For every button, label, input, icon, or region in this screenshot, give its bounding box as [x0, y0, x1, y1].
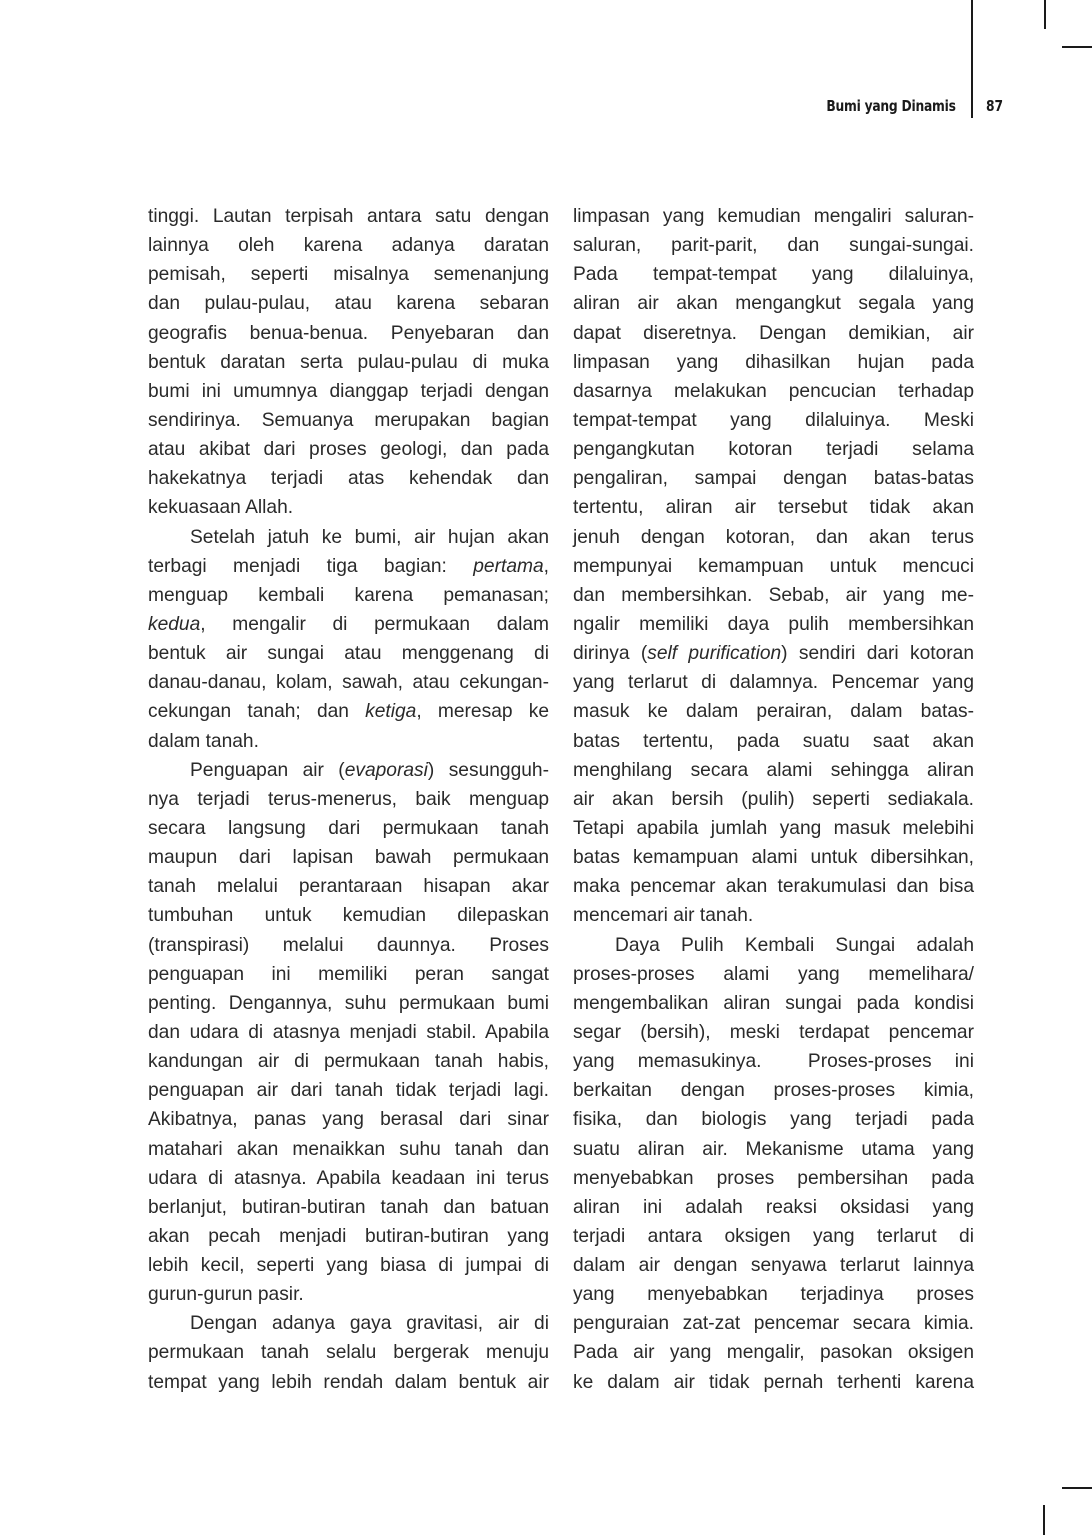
text-run: tertentu, aliran air tersebut tidak akan [573, 497, 974, 519]
text-line [148, 377, 549, 406]
text-run: terjadi antara oksigen yang terlarut di [573, 1225, 974, 1247]
text-line [573, 697, 974, 726]
text-line [148, 1047, 549, 1076]
text-line [148, 319, 549, 348]
text-line [573, 202, 974, 231]
text-run: penguraian zat-zat pencemar secara kimia. [573, 1313, 974, 1335]
text-line [148, 668, 549, 697]
text-run: udara di atasnya. Apabila keadaan ini terus [148, 1167, 549, 1189]
text-line [148, 231, 549, 260]
text-run: masuk ke dalam perairan, dalam batas- [573, 701, 974, 723]
text-run: air akan bersih (pulih) seperti sediakala. [573, 788, 974, 810]
text-line [573, 668, 974, 697]
text-run: lebih kecil, seperti yang biasa di jumpai di [148, 1255, 549, 1277]
text-line [148, 785, 549, 814]
text-line [573, 231, 974, 260]
text-line [148, 1105, 549, 1134]
text-run: dan udara di atasnya menjadi stabil. Apabila [148, 1021, 549, 1043]
text-line [573, 581, 974, 610]
text-run: tempat-tempat yang dilaluinya. Meski [573, 409, 974, 431]
text-line [573, 435, 974, 464]
text-run: aliran air akan mengangkut segala yang [573, 293, 974, 315]
text-run: Pada tempat-tempat yang dilaluinya, [573, 264, 974, 286]
text-run: cekungan tanah; dan [148, 701, 366, 723]
text-line [148, 435, 549, 464]
text-line [573, 727, 974, 756]
text-line [573, 1368, 974, 1397]
italic-term: evaporasi [344, 759, 428, 781]
text-line [573, 493, 974, 522]
text-line [148, 406, 549, 435]
text-line [148, 348, 549, 377]
text-line [148, 1018, 549, 1047]
text-run: secara langsung dari permukaan tanah [148, 817, 549, 839]
text-line [573, 1076, 974, 1105]
text-run: , [543, 555, 549, 577]
text-run: dan membersihkan. Sebab, air yang me- [573, 584, 974, 606]
text-run: limpasan yang dihasilkan hujan pada [573, 351, 974, 373]
text-run: , meresap ke [416, 701, 549, 723]
text-run: kekuasaan Allah. [148, 497, 294, 519]
text-run: bentuk daratan serta pulau-pulau di muka [148, 351, 549, 373]
text-line [573, 1309, 974, 1338]
text-run: menguap kembali karena pemanasan; [148, 584, 549, 606]
text-line [573, 931, 974, 960]
text-run: ) sesungguh- [427, 759, 549, 781]
text-line [573, 843, 974, 872]
text-line [573, 289, 974, 318]
text-line [148, 960, 549, 989]
text-run: Dengan adanya gaya gravitasi, air di [190, 1313, 549, 1335]
text-line [148, 1280, 549, 1309]
text-run: suatu aliran air. Mekanisme utama yang [573, 1138, 974, 1160]
text-run: berkaitan dengan proses-proses kimia, [573, 1080, 974, 1102]
text-run: jenuh dengan kotoran, dan akan terus [573, 526, 974, 548]
text-line [573, 1047, 974, 1076]
text-run: Setelah jatuh ke bumi, air hujan akan [190, 526, 549, 548]
text-line [148, 1338, 549, 1367]
text-line [148, 260, 549, 289]
italic-term: kedua [148, 613, 201, 635]
text-run: ) sendiri dari kotoran [781, 643, 974, 665]
text-run: hakekatnya terjadi atas kehendak dan [148, 468, 549, 490]
text-run: menyebabkan proses pembersihan pada [573, 1167, 974, 1189]
text-line [148, 1135, 549, 1164]
text-run: penting. Dengannya, suhu permukaan bumi [148, 992, 549, 1014]
text-line [573, 872, 974, 901]
text-line [148, 756, 549, 785]
italic-term: self purification [647, 643, 782, 665]
text-run: matahari akan menaikkan suhu tanah dan [148, 1138, 549, 1160]
text-run: batas tertentu, pada suatu saat akan [573, 730, 974, 752]
text-run: dasarnya melakukan pencucian terhadap [573, 380, 974, 402]
text-run: penguapan air dari tanah tidak terjadi lagi. [148, 1080, 549, 1102]
text-line [148, 872, 549, 901]
text-line [573, 377, 974, 406]
text-run: lainnya oleh karena adanya daratan [148, 235, 549, 257]
text-line [573, 523, 974, 552]
text-run: geografis benua-benua. Penyebaran dan [148, 322, 549, 344]
text-line [148, 1251, 549, 1280]
text-line [573, 348, 974, 377]
text-line [573, 1105, 974, 1134]
text-run: , mengalir di permukaan dalam [200, 613, 549, 635]
text-run: mengembalikan aliran sungai pada kondisi [573, 992, 974, 1014]
text-line [573, 464, 974, 493]
text-run: pengaliran, sampai dengan batas-batas [573, 468, 974, 490]
text-run: mencemari air tanah. [573, 905, 754, 927]
text-run: nya terjadi terus-menerus, baik menguap [148, 788, 549, 810]
text-run: dapat diseretnya. Dengan demikian, air [573, 322, 974, 344]
text-line [148, 901, 549, 930]
text-run: proses-proses alami yang memelihara/ [573, 963, 974, 985]
text-run: maka pencemar akan terakumulasi dan bisa [573, 876, 974, 898]
text-line [573, 960, 974, 989]
text-run: segar (bersih), meski terdapat pencemar [573, 1021, 974, 1043]
text-run: fisika, dan biologis yang terjadi pada [573, 1109, 974, 1131]
text-run: akan pecah menjadi butiran-butiran yang [148, 1225, 549, 1247]
text-run: yang menyebabkan terjadinya proses [573, 1284, 974, 1306]
text-line [573, 1251, 974, 1280]
text-run: tempat yang lebih rendah dalam bentuk air [148, 1371, 549, 1393]
italic-term: pertama [473, 555, 544, 577]
text-line [148, 1222, 549, 1251]
text-line [573, 610, 974, 639]
text-run: yang terlarut di dalamnya. Pencemar yang [573, 672, 974, 694]
text-line [148, 639, 549, 668]
text-run: Pada air yang mengalir, pasokan oksigen [573, 1342, 974, 1364]
text-line [148, 202, 549, 231]
text-line [148, 1309, 549, 1338]
text-run: danau-danau, kolam, sawah, atau cekungan- [148, 672, 549, 694]
text-run: Akibatnya, panas yang berasal dari sinar [148, 1109, 549, 1131]
text-run: saluran, parit-parit, dan sungai-sungai. [573, 235, 974, 257]
text-line [148, 697, 549, 726]
text-run: ngalir memiliki daya pulih membersihkan [573, 613, 974, 635]
text-run: penguapan ini memiliki peran sangat [148, 963, 549, 985]
text-line [148, 1164, 549, 1193]
text-run: mempunyai kemampuan untuk mencuci [573, 555, 974, 577]
text-line [573, 1135, 974, 1164]
text-line [573, 814, 974, 843]
text-run: Penguapan air ( [190, 759, 345, 781]
text-run: kandungan air di permukaan tanah habis, [148, 1051, 549, 1073]
crop-mark-bottom-vertical [1043, 1505, 1045, 1535]
text-line [148, 727, 549, 756]
italic-term: ketiga [365, 701, 417, 723]
crop-mark-top-vertical [1044, 0, 1046, 29]
text-run: batas kemampuan alami untuk dibersihkan, [573, 847, 974, 869]
text-line [148, 610, 549, 639]
text-line [573, 1222, 974, 1251]
text-run: dan pulau-pulau, atau karena sebaran [148, 293, 549, 315]
crop-mark-bottom-horizontal [1062, 1487, 1092, 1489]
text-run: bentuk air sungai atau menggenang di [148, 643, 549, 665]
text-run: Tetapi apabila jumlah yang masuk melebihi [573, 817, 974, 839]
text-run: maupun dari lapisan bawah permukaan [148, 847, 549, 869]
crop-mark-top-horizontal [1062, 46, 1092, 48]
text-line [148, 464, 549, 493]
text-line [148, 1076, 549, 1105]
text-line [573, 1193, 974, 1222]
text-run: dalam air dengan senyawa terlarut lainnya [573, 1255, 974, 1277]
text-run: terbagi menjadi tiga bagian: [148, 555, 474, 577]
text-line [573, 1164, 974, 1193]
text-run: pengangkutan kotoran terjadi selama [573, 439, 974, 461]
text-line [573, 319, 974, 348]
text-line [573, 406, 974, 435]
text-column-left [148, 202, 549, 1397]
text-line [148, 289, 549, 318]
text-run: gurun-gurun pasir. [148, 1284, 304, 1306]
text-line [573, 552, 974, 581]
text-line [148, 523, 549, 552]
text-line [573, 901, 974, 930]
text-run: ke dalam air tidak pernah terhenti karena [573, 1371, 974, 1393]
text-line [573, 1280, 974, 1309]
text-line [148, 1193, 549, 1222]
text-line [148, 552, 549, 581]
text-line [573, 260, 974, 289]
text-line [148, 814, 549, 843]
text-run: dalam tanah. [148, 730, 259, 752]
text-run: tanah melalui perantaraan hisapan akar [148, 876, 549, 898]
text-run: permukaan tanah selalu bergerak menuju [148, 1342, 549, 1364]
text-run: Daya Pulih Kembali Sungai adalah [615, 934, 974, 956]
running-title: Bumi yang Dinamis [826, 97, 956, 115]
header-divider [971, 0, 973, 118]
text-line [148, 989, 549, 1018]
text-line [573, 785, 974, 814]
text-column-right [573, 202, 974, 1397]
text-run: sendirinya. Semuanya merupakan bagian [148, 409, 549, 431]
text-run: tumbuhan untuk kemudian dilepaskan [148, 905, 549, 927]
text-line [573, 639, 974, 668]
text-run: berlanjut, butiran-butiran tanah dan batuan [148, 1196, 549, 1218]
text-line [573, 1338, 974, 1367]
text-run: menghilang secara alami sehingga aliran [573, 759, 974, 781]
text-run: (transpirasi) melalui daunnya. Proses [148, 934, 549, 956]
text-line [148, 493, 549, 522]
text-run: atau akibat dari proses geologi, dan pada [148, 439, 549, 461]
text-line [573, 1018, 974, 1047]
text-run: limpasan yang kemudian mengaliri saluran- [573, 206, 974, 227]
text-line [148, 1368, 549, 1397]
text-run: dirinya ( [573, 643, 648, 665]
text-run: tinggi. Lautan terpisah antara satu dengan [148, 206, 549, 227]
text-line [148, 843, 549, 872]
text-run: pemisah, seperti misalnya semenanjung [148, 264, 549, 286]
text-run: yang memasukinya. Proses-proses ini [573, 1051, 974, 1073]
text-line [148, 581, 549, 610]
text-line [148, 931, 549, 960]
page-number: 87 [986, 97, 1004, 115]
text-line [573, 756, 974, 785]
text-run: bumi ini umumnya dianggap terjadi dengan [148, 380, 549, 402]
text-run: aliran ini adalah reaksi oksidasi yang [573, 1196, 974, 1218]
text-line [573, 989, 974, 1018]
